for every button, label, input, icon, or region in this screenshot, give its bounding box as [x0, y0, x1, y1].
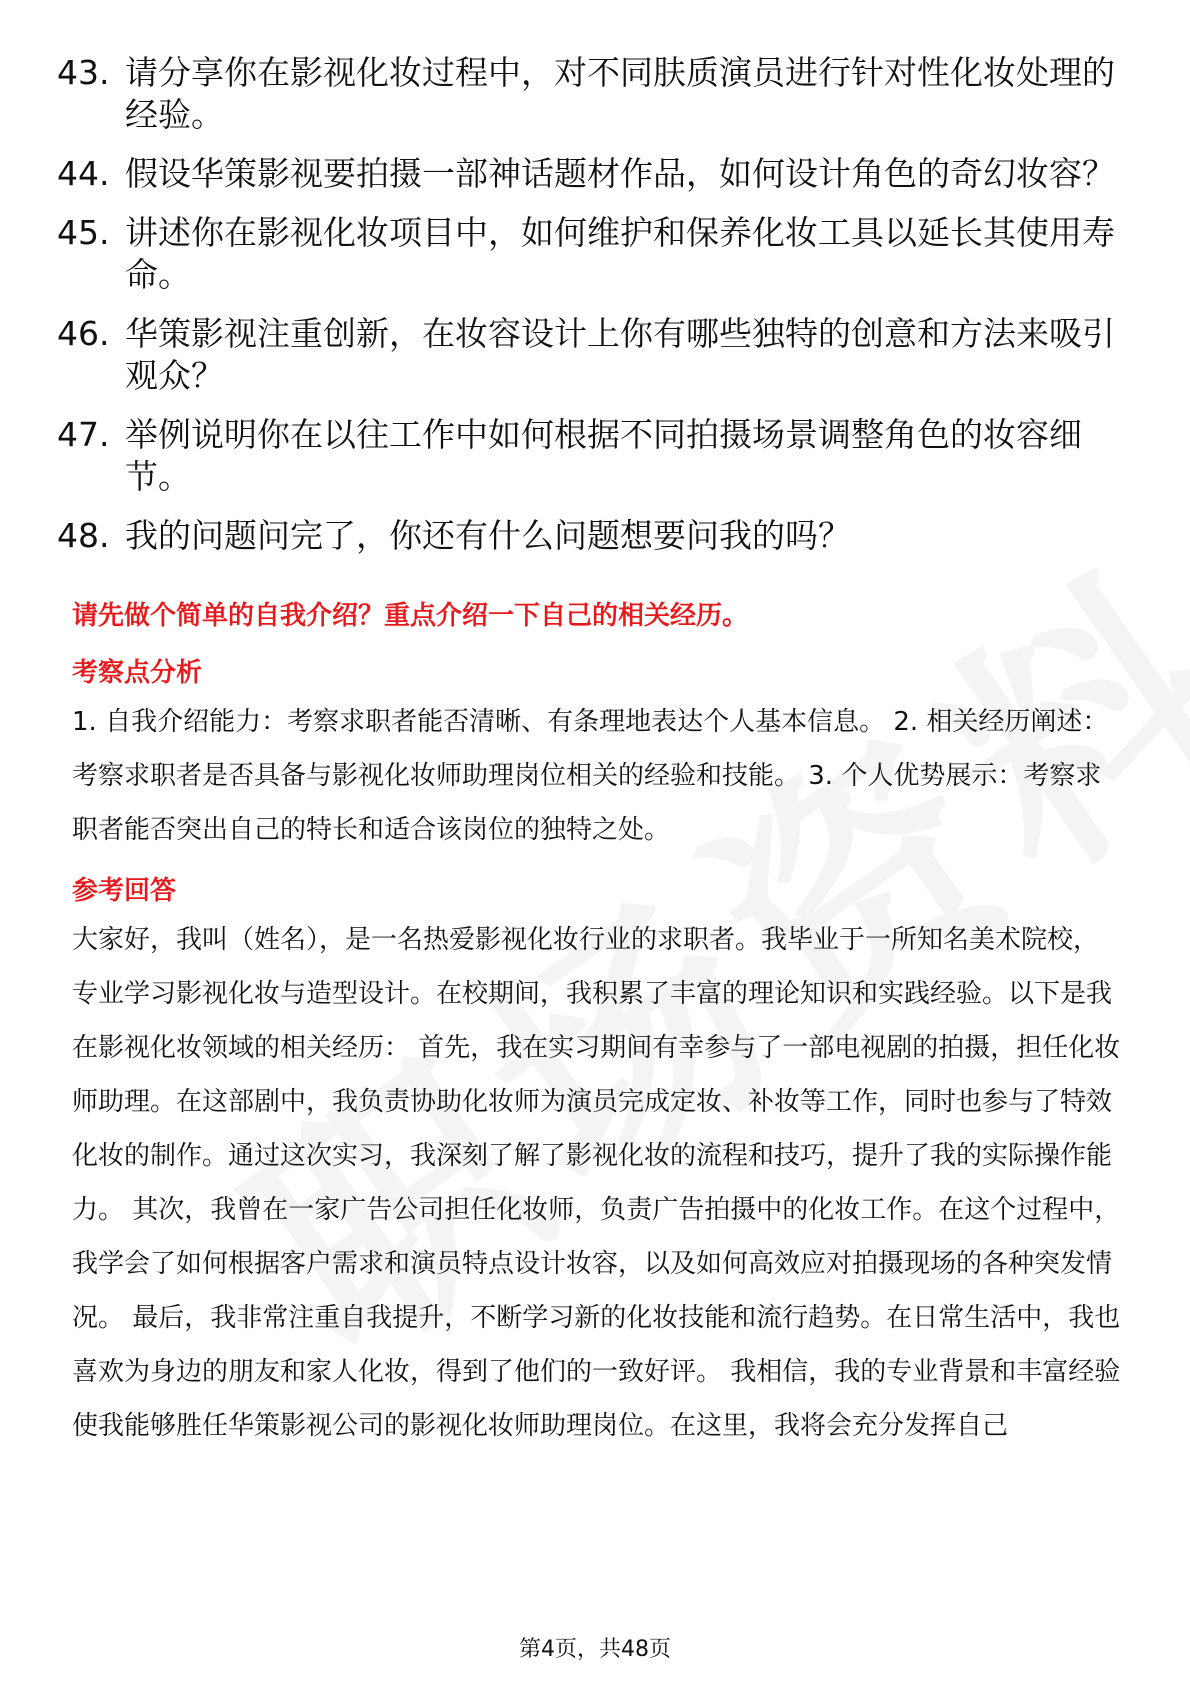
analysis-heading: 考察点分析: [72, 658, 203, 688]
intro-question-title: 请先做个简单的自我介绍？重点介绍一下自己的相关经历。: [72, 601, 749, 631]
question-text: 请分享你在影视化妆过程中，对不同肤质演员进行针对性化妆处理的经验。: [125, 53, 1115, 134]
question-number: 48.: [57, 516, 110, 555]
question-text: 华策影视注重创新，在妆容设计上你有哪些独特的创意和方法来吸引观众？: [125, 314, 1115, 395]
answer-text: 大家好，我叫（姓名），是一名热爱影视化妆行业的求职者。我毕业于一所知名美术院校，专业学习影视化妆与造型设计。在校期间，我积累了丰富的理论知识和实践经验。以下是我在影视化妆领域的相关经历： 首先，我在实习期间有幸参与了一部电视剧的拍摄，担任化妆师助理。在这部剧中，我负责协助化妆师为演员完成定妆、补妆等工作，同时也参与了特效化妆的制作。通过这次实习，我深刻了解了影视化妆的流程和技巧，提升了我的实际操作能力。 其次，我曾在一家广告公司担任化妆师，负责广告拍摄中的化妆工作。在这个过程中，我学会了如何根据客户需求和演员特点设计妆容，以及如何高效应对拍摄现场的各种突发情况。 最后，我非常注重自我提升，不断学习新的化妆技能和流行趋势。在日常生活中，我也喜欢为身边的朋友和家人化妆，得到了他们的一致好评。 我相信，我的专业背景和丰富经验使我能够胜任华策影视公司的影视化妆师助理岗位。在这里，我将会充分发挥自己: [72, 925, 1121, 1441]
question-number: 46.: [57, 314, 110, 353]
question-item: [57, 414, 1137, 498]
question-number: 44.: [57, 154, 110, 193]
question-text: 举例说明你在以往工作中如何根据不同拍摄场景调整角色的妆容细节。: [125, 415, 1082, 496]
question-item: [57, 515, 1137, 557]
page-number: 第4页，共48页: [519, 1637, 671, 1662]
question-number: 47.: [57, 415, 110, 454]
answer-section: [72, 873, 1122, 1453]
answer-heading: 参考回答: [72, 876, 177, 906]
question-item: [57, 153, 1137, 195]
question-number: 43.: [57, 53, 110, 92]
question-item: [57, 52, 1137, 136]
intro-question-section: [72, 598, 1122, 634]
question-item: [57, 212, 1137, 296]
question-text: 我的问题问完了，你还有什么问题想要问我的吗？: [125, 516, 851, 555]
analysis-section: [72, 655, 1122, 857]
question-list: [57, 52, 1137, 574]
analysis-text: 1. 自我介绍能力：考察求职者能否清晰、有条理地表达个人基本信息。 2. 相关经历阐述：考察求职者是否具备与影视化妆师助理岗位相关的经验和技能。 3. 个人优势展示：考察求职者能否突出自己的特长和适合该岗位的独特之处。: [72, 707, 1109, 845]
question-text: 讲述你在影视化妆项目中，如何维护和保养化妆工具以延长其使用寿命。: [125, 213, 1115, 294]
question-item: [57, 313, 1137, 397]
question-text: 假设华策影视要拍摄一部神话题材作品，如何设计角色的奇幻妆容？: [125, 154, 1115, 193]
question-number: 45.: [57, 213, 110, 252]
